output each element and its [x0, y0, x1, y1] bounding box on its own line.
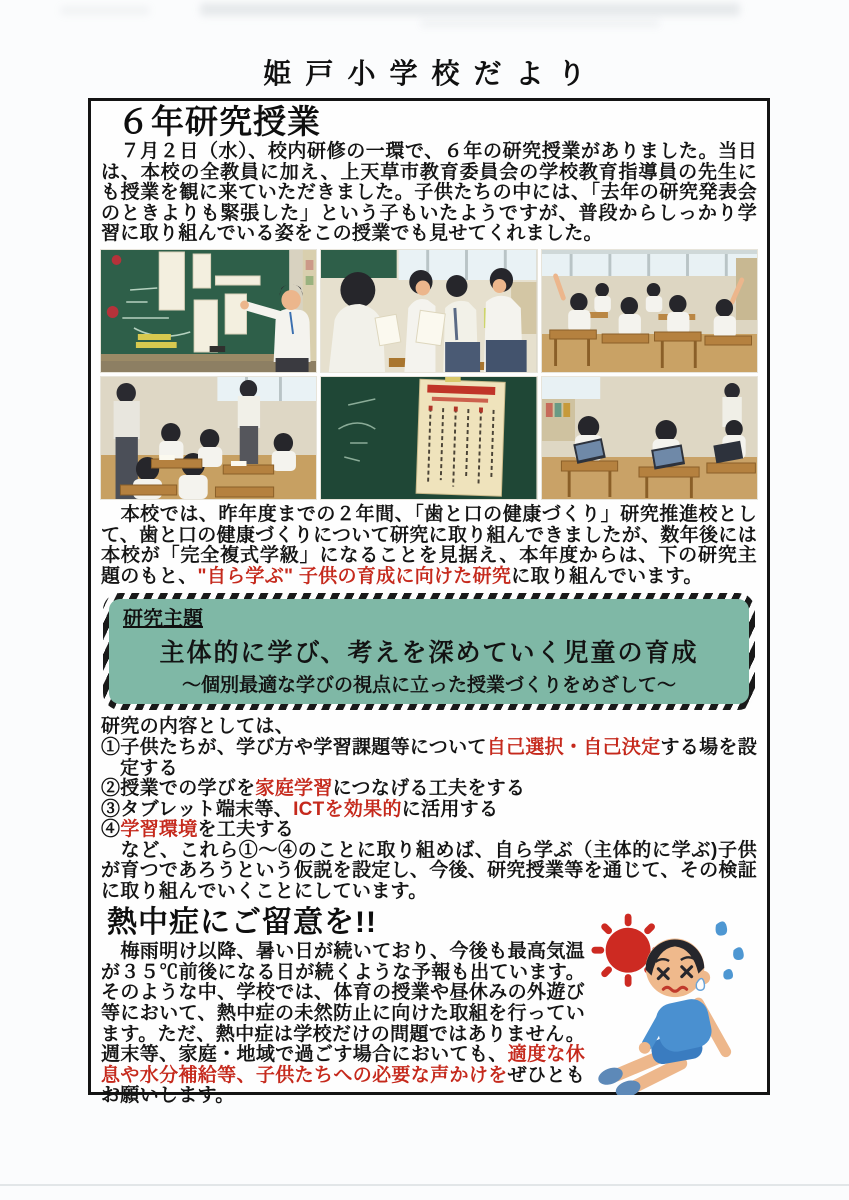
section1-heading: ６年研究授業: [117, 103, 321, 140]
research-item-4: ④学習環境を工夫する: [101, 819, 295, 841]
scan-smudge: [420, 20, 660, 27]
photo-students-discussing: [321, 250, 536, 372]
research-theme-text: 主体的に学び、考えを深めていく児童の育成: [159, 638, 699, 668]
heat-text-pre: 梅雨明け以降、暑い日が続いており、今後も最高気温が３５℃前後になる日が続くような予報も出ています。そのような中、学校では、体育の授業や昼休みの外遊び等において、熱中症の未然防止に向けた取組を行っています。ただ、熱中症は学校だけの問題ではありません。週末等、家庭・地域で過ごす場合においても、: [101, 941, 585, 1066]
heatstroke-boy-sun-illustration: [591, 907, 757, 1095]
research-item-1: ①子供たちが、学び方や学習課題等について自己選択・自己決定する場を設定する: [101, 736, 757, 779]
sweat-drops: [716, 921, 744, 979]
section1-paragraph2: [101, 505, 757, 587]
photo-reflection-poster: [321, 377, 536, 499]
photo-grid: [101, 250, 757, 499]
heat-text-post: ぜひともお願いします。: [101, 1064, 585, 1107]
heat-text-red-highlight: 適度な休息や水分補給等、子供たちへの必要な声かけを: [101, 1044, 585, 1086]
newsletter-title: 姫戸小学校だより: [263, 58, 600, 89]
photo-students-raising-hands: [542, 250, 757, 372]
scan-smudge: [60, 6, 150, 15]
heatstroke-section: [101, 907, 757, 1107]
photo-students-tablets: [542, 377, 757, 499]
research-theme-label: 研究主題: [123, 608, 203, 631]
photo-teacher-at-blackboard: [101, 250, 316, 372]
paragraph2-pre: 本校では、昨年度までの２年間、「歯と口の健康づくり」研究推進校として、歯と口の健康づくりについて研究に取り組んできましたが、数年後には本校が「完全複式学級」になることを見据え、本年度からは、下の研究主題のもと、: [101, 503, 757, 587]
research-theme-box: [103, 593, 755, 710]
paragraph2-red-highlight: "自ら学ぶ" 子供の育成に向けた研究: [197, 565, 512, 587]
section1-paragraph1: ７月２日（水）、校内研修の一環で、６年の研究授業がありました。当日は、本校の全教員に加え、上天草市教育委員会の学校教育指導員の先生にも授業を観に来ていただきました。子供たちの中には、「去年の研究発表会のときよりも緊張した」という子もいたようですが、普段からしっかり学習に取り組んでいる姿をこの授業でも見せてくれました。: [101, 140, 757, 245]
newsletter-body-box: [88, 98, 770, 1107]
research-theme-subtitle: ～個別最適な学びの視点に立った授業づくりをめざして～: [181, 674, 676, 697]
research-content-intro: 研究の内容としては、: [101, 716, 295, 738]
scan-smudge: [200, 3, 740, 16]
research-item-3: ③タブレット端末等、ICTを効果的に活用する: [101, 798, 499, 820]
section2-heading: 熱中症にご留意を!!: [107, 905, 377, 939]
scan-edge-line: [0, 1184, 849, 1186]
paragraph2-post: に取り組んでいます。: [511, 565, 703, 587]
research-item-2: ②授業での学びを家庭学習につなげる工夫をする: [101, 778, 526, 800]
research-conclusion: など、これら①～④のことに取り組めば、自ら学ぶ（主体的に学ぶ)子供が育つであろうという仮説を設定し、今後、研究授業等を通じて、その検証に取り組んでいくことにしています。: [101, 839, 757, 903]
photo-students-writing: [101, 377, 316, 499]
